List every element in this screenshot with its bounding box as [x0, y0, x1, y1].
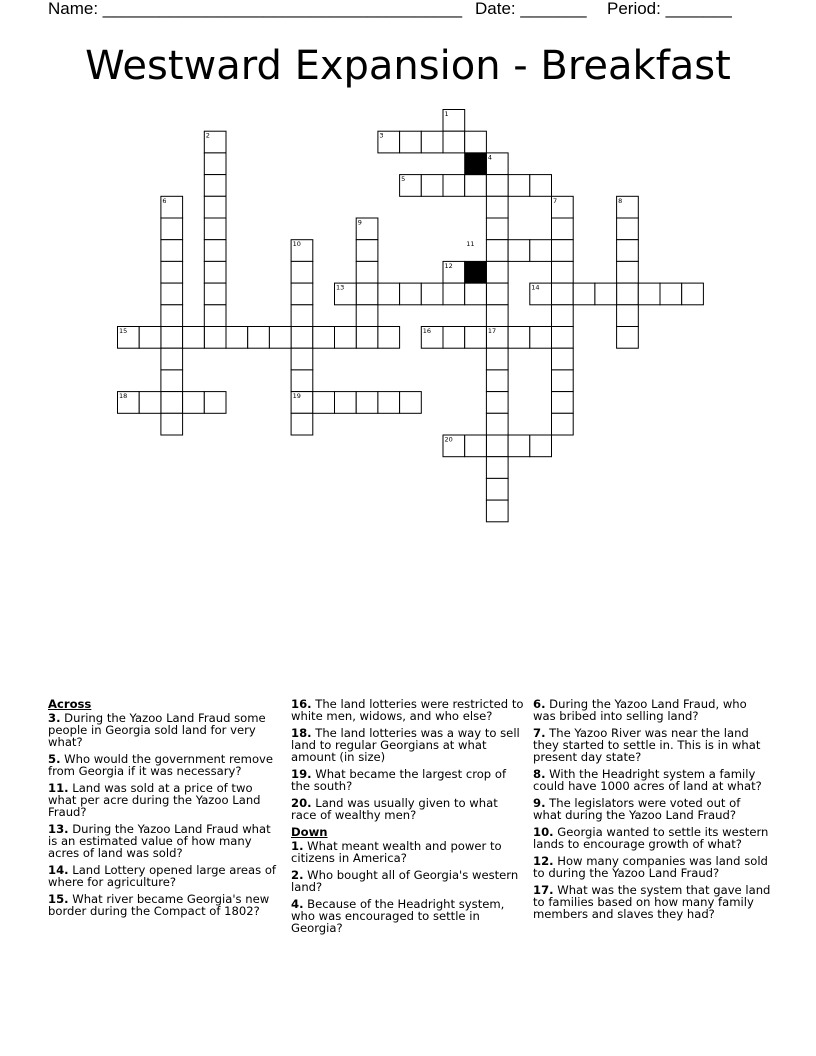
grid-cell[interactable] [552, 348, 574, 370]
grid-cell[interactable] [617, 261, 639, 283]
across-clue-16: 16. The land lotteries were restricted to white men, widows, and who else? [291, 697, 524, 723]
down-clue-6: 6. During the Yazoo Land Fraud, who was bribed into selling land? [533, 697, 747, 723]
grid-cell[interactable] [421, 131, 443, 153]
grid-cell[interactable] [486, 240, 508, 262]
grid-cell[interactable] [161, 261, 183, 283]
grid-cell[interactable] [508, 240, 530, 262]
grid-cell[interactable] [356, 283, 378, 305]
grid-cell[interactable] [486, 218, 508, 240]
grid-cell[interactable] [269, 327, 291, 349]
grid-cell[interactable] [552, 261, 574, 283]
grid-cell[interactable] [552, 218, 574, 240]
grid-cell[interactable] [248, 327, 270, 349]
grid-cell[interactable] [313, 327, 335, 349]
grid-cell[interactable] [335, 392, 357, 414]
grid-cell[interactable] [530, 435, 552, 457]
grid-cell[interactable] [552, 370, 574, 392]
grid-number: 15 [119, 327, 128, 335]
period-field-label[interactable]: Period: _______ [607, 0, 732, 18]
grid-cell[interactable] [421, 175, 443, 197]
across-clue-3: 3. During the Yazoo Land Fraud some people in Georgia sold land for very what? [48, 711, 266, 749]
grid-cell[interactable] [486, 435, 508, 457]
grid-number: 18 [119, 392, 128, 401]
puzzle-title: Westward Expansion - Breakfast [85, 43, 731, 89]
down-heading: Down [291, 825, 328, 839]
grid-cell[interactable] [486, 175, 508, 197]
grid-number: 3 [379, 131, 384, 140]
grid-cell[interactable] [400, 283, 422, 305]
blocked-cell [465, 153, 487, 175]
grid-cell[interactable] [291, 283, 313, 305]
grid-cell[interactable] [204, 218, 226, 240]
grid-cell[interactable] [204, 175, 226, 197]
down-clue-4: 4. Because of the Headright system, who was encouraged to settle in Georgia? [291, 897, 505, 935]
grid-cell[interactable] [530, 327, 552, 349]
grid-number: 5 [401, 175, 406, 184]
grid-cell[interactable] [204, 196, 226, 218]
across-clue-18: 18. The land lotteries was a way to sell land to regular Georgians at what amount (in size) [291, 726, 520, 764]
across-clue-11: 11. Land was sold at a price of two what per acre during the Yazoo Land Fraud? [48, 781, 261, 819]
grid-cell[interactable] [291, 413, 313, 435]
grid-number: 4 [487, 153, 493, 162]
grid-cell[interactable] [356, 240, 378, 262]
grid-cell[interactable] [530, 175, 552, 197]
across-clue-20: 20. Land was usually given to what race of wealthy men? [291, 796, 498, 822]
grid-cell[interactable] [595, 283, 617, 305]
grid-cell[interactable] [617, 218, 639, 240]
grid-cell[interactable] [530, 240, 552, 262]
grid-cell[interactable] [356, 261, 378, 283]
grid-cell[interactable] [204, 153, 226, 175]
across-clue-14: 14. Land Lottery opened large areas of where for agriculture? [48, 863, 277, 889]
grid-cell[interactable] [161, 240, 183, 262]
grid-number: 12 [444, 261, 453, 270]
grid-number: 9 [357, 218, 362, 227]
grid-cell[interactable] [486, 392, 508, 414]
grid-cell[interactable] [552, 413, 574, 435]
across-heading: Across [48, 697, 92, 711]
down-clue-8: 8. With the Headright system a family could have 1000 acres of land at what? [533, 767, 762, 793]
grid-cell[interactable] [486, 305, 508, 327]
grid-number: 11 [466, 240, 475, 249]
grid-cell[interactable] [356, 327, 378, 349]
grid-number: 20 [444, 435, 453, 444]
blocked-cell [465, 261, 487, 283]
grid-number: 7 [553, 196, 558, 205]
grid-cell[interactable] [161, 327, 183, 349]
across-clue-5: 5. Who would the government remove from Georgia if it was necessary? [48, 752, 274, 778]
grid-cell[interactable] [378, 283, 400, 305]
grid-cell[interactable] [508, 435, 530, 457]
grid-cell[interactable] [378, 327, 400, 349]
grid-cell[interactable] [465, 131, 487, 153]
grid-cell[interactable] [443, 283, 465, 305]
grid-cell[interactable] [356, 305, 378, 327]
grid-cell[interactable] [638, 283, 660, 305]
grid-number: 16 [422, 327, 432, 335]
grid-number: 10 [292, 240, 301, 249]
grid-cell[interactable] [573, 283, 595, 305]
grid-number: 19 [292, 392, 301, 401]
grid-cell[interactable] [617, 283, 639, 305]
grid-cell[interactable] [204, 283, 226, 305]
grid-cell[interactable] [486, 478, 508, 500]
down-clue-1: 1. What meant wealth and power to citizens in America? [291, 839, 502, 865]
grid-cell[interactable] [161, 218, 183, 240]
grid-cell[interactable] [486, 348, 508, 370]
grid-cell[interactable] [161, 348, 183, 370]
grid-cell[interactable] [508, 175, 530, 197]
grid-cell[interactable] [465, 327, 487, 349]
grid-number: 13 [336, 283, 345, 292]
grid-cell[interactable] [617, 327, 639, 349]
grid-number: 17 [487, 327, 497, 335]
grid-cell[interactable] [204, 327, 226, 349]
grid-cell[interactable] [486, 283, 508, 305]
grid-cell[interactable] [443, 131, 465, 153]
grid-cell[interactable] [161, 392, 183, 414]
grid-cell[interactable] [204, 261, 226, 283]
grid-number: 2 [205, 131, 210, 140]
grid-cell[interactable] [508, 327, 530, 349]
grid-cell[interactable] [204, 305, 226, 327]
grid-cell[interactable] [335, 327, 357, 349]
grid-cell[interactable] [291, 370, 313, 392]
grid-cell[interactable] [660, 283, 682, 305]
grid-cell[interactable] [400, 392, 422, 414]
grid-cell[interactable] [139, 327, 161, 349]
grid-cell[interactable] [552, 327, 574, 349]
grid-cell[interactable] [552, 305, 574, 327]
clue-column-2 [291, 698, 525, 939]
grid-cell[interactable] [204, 240, 226, 262]
across-clue-19: 19. What became the largest crop of the south? [291, 767, 507, 793]
grid-cell[interactable] [486, 457, 508, 479]
grid-cell[interactable] [486, 261, 508, 283]
down-clue-9: 9. The legislators were voted out of what during the Yazoo Land Fraud? [533, 796, 741, 822]
grid-cell[interactable] [400, 131, 422, 153]
grid-cell[interactable] [552, 283, 574, 305]
grid-cell[interactable] [465, 175, 487, 197]
grid-number: 14 [531, 283, 540, 292]
down-clue-10: 10. Georgia wanted to settle its western lands to encourage growth of what? [533, 825, 769, 851]
grid-cell[interactable] [443, 175, 465, 197]
down-clue-7: 7. The Yazoo River was near the land they started to settle in. This is in what present day state? [533, 726, 761, 764]
grid-cell[interactable] [443, 327, 465, 349]
grid-cell[interactable] [226, 327, 248, 349]
grid-cell[interactable] [313, 392, 335, 414]
grid-cell[interactable] [161, 305, 183, 327]
grid-number: 8 [618, 196, 623, 205]
grid-cell[interactable] [465, 435, 487, 457]
down-clue-17: 17. What was the system that gave land to families based on how many family members and slaves they had? [533, 883, 771, 921]
clue-column-3 [533, 698, 771, 925]
down-clue-2: 2. Who bought all of Georgia's western land? [291, 868, 519, 894]
grid-cell[interactable] [486, 370, 508, 392]
grid-cell[interactable] [161, 413, 183, 435]
grid-cell[interactable] [552, 392, 574, 414]
clue-column-1 [48, 698, 280, 922]
grid-cell[interactable] [486, 196, 508, 218]
grid-number: 6 [162, 196, 167, 205]
grid-cell[interactable] [139, 392, 161, 414]
grid-cell[interactable] [161, 370, 183, 392]
grid-cell[interactable] [204, 392, 226, 414]
name-field-label[interactable]: Name: ______________________________________ [48, 0, 463, 18]
grid-cell[interactable] [465, 283, 487, 305]
across-clue-13: 13. During the Yazoo Land Fraud what is an estimated value of how many acres of land was sold? [48, 822, 271, 860]
grid-cell[interactable] [291, 348, 313, 370]
grid-cell[interactable] [291, 305, 313, 327]
grid-number: 1 [444, 110, 449, 118]
grid-cell[interactable] [183, 392, 205, 414]
grid-cell[interactable] [291, 261, 313, 283]
grid-cell[interactable] [486, 413, 508, 435]
grid-cell[interactable] [617, 240, 639, 262]
grid-cell[interactable] [161, 283, 183, 305]
down-clue-12: 12. How many companies was land sold to during the Yazoo Land Fraud? [533, 854, 768, 880]
across-clue-15: 15. What river became Georgia's new border during the Compact of 1802? [48, 892, 270, 918]
grid-cell[interactable] [682, 283, 704, 305]
grid-cell[interactable] [183, 327, 205, 349]
grid-cell[interactable] [378, 392, 400, 414]
grid-cell[interactable] [617, 305, 639, 327]
grid-cell[interactable] [291, 327, 313, 349]
grid-cell[interactable] [421, 283, 443, 305]
grid-cell[interactable] [552, 240, 574, 262]
date-field-label[interactable]: Date: _______ [475, 0, 587, 18]
grid-cell[interactable] [356, 392, 378, 414]
grid-cell[interactable] [486, 500, 508, 522]
